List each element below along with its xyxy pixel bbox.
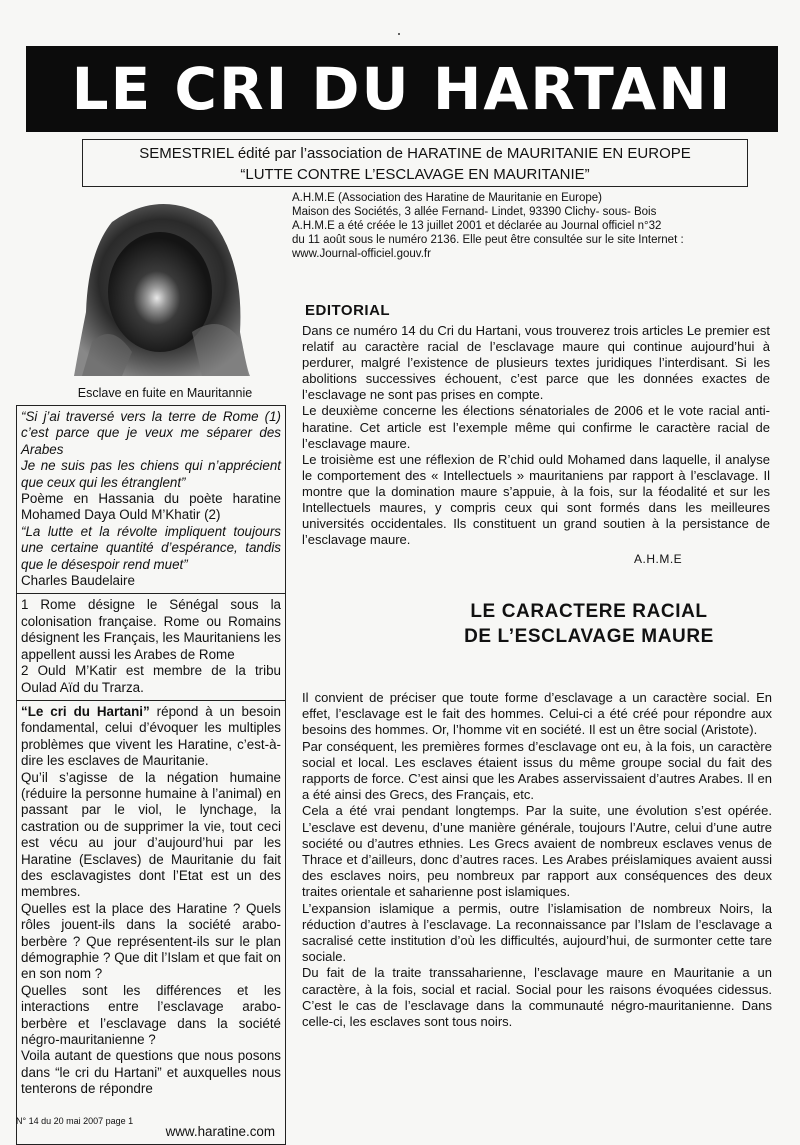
association-line: A.H.M.E a été créée le 13 juillet 2001 et déclarée au Journal officiel n°32	[292, 220, 662, 232]
intro-text: répond à un besoin fondamental, celui d’évoquer les multiples problèmes que vivent les Haratine, c’est-à-dire les esclaves de Mauritanie.	[21, 703, 281, 769]
article-body	[302, 690, 772, 1030]
intro-paragraph	[21, 704, 281, 770]
photo-caption: Esclave en fuite en Mauritannie	[77, 386, 253, 400]
intro-paragraph: Qu’il s’agisse de la négation humaine (réduire la personne humaine à l’animal) en passant par le viol, le lynchage, la castration ou de supprimer la vie, tout ceci est vécu au jour d’aujourd’hui par les Haratine (Esclaves) de Mauritanie du fait des esclavagistes dont l’Etat est un des membres.	[21, 769, 281, 900]
article-paragraph: L’expansion islamique a permis, outre l’islamisation de nombreux Noirs, la réduction d’autres à l’esclavage. La reconnaissance par l’Islam de l’esclavage a sacralisé cette institution d’où les difficultés, aujourd’hui, de surmonter cette tare sociale.	[302, 900, 772, 965]
editorial-paragraph: Le deuxième concerne les élections sénatoriales de 2006 et le vote racial anti-haratine. Cet article est l’exemple même qui confirme le caractère racial de l’esclavage maure.	[302, 403, 770, 451]
poem-verse: Je ne suis pas les chiens qui n’apprécient que ceux qui les étranglent”	[21, 458, 281, 490]
poem-verse: “La lutte et la révolte impliquent toujours une certaine quantité d’espérance, tandis que le désespoir rend muet”	[21, 523, 281, 572]
subtitle-box	[82, 139, 748, 187]
association-line: A.H.M.E (Association des Haratine de Mauritanie en Europe)	[292, 192, 603, 204]
article-paragraph: Il convient de préciser que toute forme d’esclavage a un caractère social. En effet, l’esclavage est le fait des hommes. Celui-ci a été créé pour répondre aux besoins des hommes. Or, l’homme vit en société. Il est un être social (Aristote).	[302, 690, 772, 738]
speck	[398, 33, 400, 35]
association-line: du 11 août sous le numéro 2136. Elle peut être consultée sur le site Internet :	[292, 234, 684, 246]
association-line: Maison des Sociétés, 3 allée Fernand- Lindet, 93390 Clichy- sous- Bois	[292, 206, 657, 218]
poem-verse: “Si j’ai traversé vers la terre de Rome (1) c’est parce que je veux me séparer des Arabes	[21, 409, 281, 457]
article-title	[404, 599, 774, 649]
article-paragraph: Par conséquent, les premières formes d’esclavage ont eu, à la fois, un caractère social et local. Les esclaves étaient issus du même groupe social du fait des rapports de force. C’est ainsi que les Arabes asservissaient d’autres Arabes. Il en a été ainsi des Grecs, des Français, etc.	[302, 738, 772, 803]
footnote: 1 Rome désigne le Sénégal sous la colonisation française. Rome ou Romains désignent les Français, les Mauritaniens les appellent aussi les Arabes de Rome	[21, 597, 281, 662]
editorial-paragraph: Dans ce numéro 14 du Cri du Hartani, vous trouverez trois articles Le premier est relatif au caractère racial de l’esclavage maure qui continue aujourd’hui à perdurer, malgré l’existence de plusieurs textes juridiques l’interdisant. Si les abolitions successives échouent, c’est parce que les données exactes de l’esclavage ne sont pas prises en compte.	[302, 323, 770, 403]
portrait-photo	[72, 192, 252, 376]
article-paragraph: Cela a été vrai pendant longtemps. Par la suite, une évolution s’est opérée. L’esclave est devenu, d’une manière générale, toujours l’Autre, celui d’une autre société ou d’autres ethnies. Les Grecs avaient de nombreux esclaves venus de Thrace et d’ailleurs, donc d’autres races. Les Arabes préislamiques avaient aussi des esclaves noirs, peu nombreux par rapport aux conséquences des deux traites orientale et saharienne post islamiques.	[302, 803, 772, 900]
subtitle-line-1: SEMESTRIEL édité par l’association de HARATINE de MAURITANIE EN EUROPE	[139, 145, 691, 162]
intro-paragraph: Voila autant de questions que nous posons dans “le cri du Hartani” et auxquelles nous tenterons de répondre	[21, 1048, 281, 1097]
editorial-paragraph: Le troisième est une réflexion de R’chid ould Mohamed dans laquelle, il analyse le comportement des « Intellectuels » mauritaniens par rapport à l’esclavage. Il montre que la domination maure s’appuie, à la fois, sur la féodalité et sur les Intellectuels maures, y compris ceux qui sont formés dans les meilleures universités occidentales. Ils constituent un grand soutien à la persistance de l’esclavage maure.	[302, 451, 770, 548]
poem-attribution: Poème en Hassania du poète haratine Mohamed Daya Ould M’Khatir (2)	[21, 491, 281, 523]
website-link[interactable]: www.haratine.com	[165, 1123, 275, 1139]
intro-paragraph: Quelles sont les différences et les interactions entre l’esclavage arabo-berbère et l’esclavage dans la société négro-mauritanienne ?	[21, 982, 281, 1048]
subtitle-line-2: “LUTTE CONTRE L’ESCLAVAGE EN MAURITANIE”	[240, 166, 590, 183]
intro-box	[16, 701, 286, 1145]
intro-bold-title: “Le cri du Hartani”	[21, 703, 150, 719]
masthead-title: LE CRI DU HARTANI	[26, 46, 778, 132]
intro-paragraph: Quelles est la place des Haratine ? Quels rôles jouent-ils dans la société arabo-berbère ? Que représentent-ils sur le plan démographie ? Que dit l’Islam et que fait on en son nom ?	[21, 900, 281, 982]
left-column	[16, 405, 286, 1145]
footnote: 2 Ould M’Katir est membre de la tribu Oulad Aïd du Trarza.	[21, 663, 281, 695]
association-info	[292, 191, 772, 261]
poem-box	[16, 405, 286, 594]
article-title-line: LE CARACTERE RACIAL	[470, 601, 708, 622]
notes-box	[16, 594, 286, 700]
page-footer: N° 14 du 20 mai 2007 page 1	[16, 1116, 134, 1126]
editorial-title: EDITORIAL	[305, 302, 391, 319]
editorial-signature: A.H.M.E	[634, 552, 683, 566]
article-paragraph: Du fait de la traite transsaharienne, l’esclavage maure en Mauritanie a un caractère, à la fois, social et racial. Social pour les raisons évoquées cidessus. C’est le cas de l’esclavage dans la communauté négro-mauritanienne. Dans celle-ci, les esclaves sont tous noirs.	[302, 965, 772, 1030]
poem-attribution: Charles Baudelaire	[21, 573, 135, 589]
article-title-line: DE L’ESCLAVAGE MAURE	[464, 626, 714, 647]
association-line: www.Journal-officiel.gouv.fr	[292, 248, 431, 260]
editorial-body	[302, 323, 770, 548]
